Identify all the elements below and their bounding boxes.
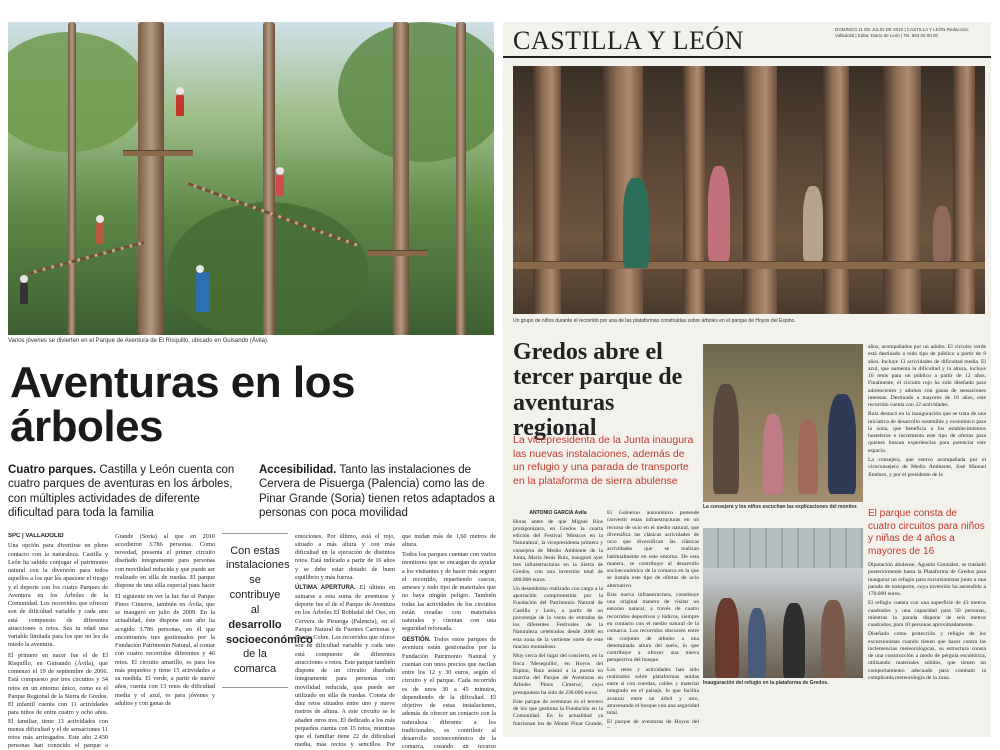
person-figure — [20, 282, 28, 304]
paragraph: Todos los parques cuentan con varios monitores que se encargan de ayudar a los visitantes y de hacer más seguro el recorrido, repartiendo cascos, arneses y todo tipo de materiales que no haya ningún peligro. También todas las actividades de los circuitos están creadas con materiales naturales y cuentan con una seguridad reforzada. — [402, 551, 496, 633]
person-figure — [196, 272, 210, 312]
tree-trunk — [456, 22, 466, 335]
person-figure — [821, 600, 845, 678]
pullquote-column — [222, 533, 313, 750]
pergola-roof — [703, 528, 863, 568]
article-column-4 — [402, 533, 496, 750]
paragraph — [295, 584, 395, 750]
photo-caption: Varios jóvenes se divierten en el Parque de Aventura de El Risquillo, ubicado en Guisando (Ávila). — [8, 338, 269, 344]
paragraph: Diseñado como protección y refugio de los excursionistas cuando tienen que hacer contra las inclemencias meteorológicas, su estructura consta de una construcción a modo de pérgola escultórica, utilizando materiales sólidos, que tienen un comportamiento adecuado para combatir la complicada meteorología de la zona. — [868, 631, 986, 681]
headline: Aventuras en los árboles — [10, 358, 355, 451]
paragraph: El siguiente en ver la luz fue el Parque Pinos Cimeros, también en Ávila, que se inauguró en julio de 2009. En la actualidad, éste dispone este año ha acogido 3.786 personas, en él que encontramos tres gestionados por la Fundación Patrimonio Natural, al contar con cuatro recorridos diferentes y 46 retos. El circuito amarillo, es para los más pequeños y tiene 15 actividades a su medida. El verde, a partir de nueve años, cuenta con 13 retos de dificultad media y el azul, es para jóvenes y adultos y con ganas de — [115, 592, 215, 707]
paragraph: que midan más de 1,60 metros de altura. — [402, 532, 496, 548]
tree-trunk — [533, 66, 561, 314]
article-column-4 — [868, 562, 986, 730]
person-figure — [783, 603, 805, 678]
column-text-top — [115, 533, 215, 591]
child-figure — [708, 166, 730, 261]
paragraph: Esta nueva infraestructura, constituye una original manera de visitar un entorno natural, a través de cuatro recorridos deportivos y lúdicos, siempre en contacto con el medio natural de la comarca. Los recorridos discurren entre un conjunto de árboles a una determinada altura del suelo, lo que contribuye a ofrecer una nueva perspectiva del bosque. — [607, 591, 699, 664]
paragraph: Este parque de aventuras es el tercero de los que gestiona la Fundación en la Comunidad. En la actualidad ya funcionan los de Monte Pinar Grande, — [513, 698, 603, 727]
paragraph: emociones. Por último, está el rojo, situado a más altura y con más dificultad en la ejecución de distintos retos. Está indicado a partir de 16 años y se debe estar dotado de buen equilibrio y más fuerza. — [295, 532, 395, 581]
pullquote — [222, 533, 313, 689]
right-newspaper-page — [503, 22, 991, 737]
tree-trunk — [743, 66, 777, 314]
article-column-2 — [115, 533, 215, 750]
child-figure — [623, 178, 649, 268]
person-figure — [176, 94, 184, 116]
tree-trunk — [138, 22, 164, 335]
subhead-text: Tanto las instalaciones de Cervera de Pisuerga (Palencia) como las de Pinar Grande (Soria) tienen retos adaptados a personas con poca movilidad — [259, 464, 495, 520]
tree-trunk — [263, 22, 275, 335]
masthead-meta: DOMINGO 11 DE JULIO DE 2010 | CASTILLA Y LEÓN Redacción: Valladolid | Edita: Diario de León | Tel. 983 00 00 00 — [835, 27, 970, 38]
inline-heading: GESTIÓN. — [402, 636, 431, 643]
pullquote-text: Con estas instalaciones se contribuye al — [226, 544, 290, 616]
paragraph-text: Todos estos parques de aventura están gestionados por la Fundación Patrimonio Natural y cuentan con unos precios que oscilan entre los 12 y 30 euros, según el circuito y el parque. Cada recorrido es de unos 30 a 45 minutos, dependiendo de la dificultad. El objetivo de estas instalaciones, además de ofrecer un contacto con la naturaleza diferente a los tradicionales, es contribuir al desarrollo socioeconómico de la comarca, creando un recurso — [402, 635, 496, 750]
rope-bridge — [28, 241, 145, 275]
article-columns — [8, 533, 496, 750]
left-newspaper-page — [8, 22, 496, 750]
dateline: SPC | VALLADOLID — [8, 532, 64, 539]
pull-quote: El parque consta de cuatro circuitos para niños y niñas de 4 años a mayores de 16 — [868, 508, 985, 557]
person-figure — [715, 598, 739, 678]
section-header — [503, 22, 991, 58]
person-figure — [763, 414, 783, 494]
person-figure — [276, 174, 284, 196]
tree-platform — [513, 261, 985, 269]
person-figure — [713, 384, 739, 494]
paragraph: Grande (Soria) al que en 2010 accedieron 3.786 personas. Como novedad, presenta el primer circuito diseñado íntegramente para personas con movilidad reducida y que puede ser realizado en silla de ruedas. El parque dispone de una silla especial para hacer — [115, 532, 215, 589]
forest-platform-photo — [513, 66, 985, 314]
tree-trunk — [683, 66, 705, 314]
tree-trunk — [953, 66, 975, 314]
foliage — [338, 22, 494, 162]
subhead-text: Castilla y León cuenta con cuatro parques de aventuras en los árboles, con múltiples actividades de diferente dificultad para toda la familia — [8, 464, 235, 520]
refuge-inauguration-photo — [703, 528, 863, 678]
paragraph: La consejera, que estuvo acompañada por el viceconsejero de Medio Ambiente, José Manuel Jiménez, y por el presidente de la — [868, 456, 986, 478]
foliage — [8, 32, 148, 152]
subhead-parks — [8, 463, 245, 521]
paragraph: Una opción para divertirse en pleno contacto con la naturaleza. Castilla y León ha sabido conjugar el patrimonio natural con la diversión para todos aquellos a los que les apasione el riesgo y el deporte con los cuatro Parques de Aventura en los Árboles de la Comunidad. Los recorridos que ofrecen son de dificultad variable y cada uno está compuesto de diferentes atracciones o retos. Sea tu edad una variable limitada para los que no les da miedo la aventura. — [8, 542, 108, 649]
article-column-1 — [8, 533, 108, 750]
child-figure — [803, 186, 823, 261]
child-figure — [933, 206, 951, 261]
pullquote-bold: desarrollo socioeconómico — [226, 618, 313, 646]
subheads — [8, 463, 496, 521]
person-figure — [828, 394, 856, 494]
photo-caption: La consejera y los niños escuchan las explicaciones del monitor. — [703, 504, 858, 510]
article-column-2 — [607, 510, 699, 728]
tree-trunk — [68, 22, 76, 335]
photo-caption: Un grupo de niños durante el recorrido por una de las plataformas construidas sobre árboles en el parque de Hoyos del Espino. — [513, 318, 796, 324]
paragraph: Horas antes de que Miguel Ríos protagonizara, en Gredos la cuarta edición del Festival 'Músicos en la Naturaleza', la vicepresidenta primera y consejera de Medio Ambiente de la Junta, María Jesús Ruiz, inauguró ayer tres infraestructuras en la Sierra de Gredos, con una inversión total de 400.000 euros. — [513, 518, 603, 583]
pullquote-text: de la comarca — [233, 648, 277, 676]
paragraph: Los retos y actividades han sido realizados sobre plataformas unidas entre sí con cuerdas, cables y material integrado en el paisaje, lo que facilita avanzar entre un árbol y otro, atravesando el bosque con una seguridad total. — [607, 666, 699, 717]
inline-heading: ÚLTIMA APERTURA. — [295, 585, 356, 591]
subhead-lead: Accesibilidad. — [259, 464, 337, 476]
paragraph-text: El último en sumarse a esta suma de aventuras y deporte fue el de el Parque de Aventura en los Árboles El Robledal del Oso, en Cervera de Pisuerga (Palencia), en el Parque Natural de Fuentes Carrionas y Fuente Cobre. Los recorridos que ofrece son de dificultad variable y cada uno está compuesto de diferentes atracciones o retos. Este parque también dispone de un circuito diseñado íntegramente para personas con movilidad reducida, que puede ser utilizado en silla de ruedas. Consta de diez retos situados entre uno y nueve metros de altura. A este circuito se le añaden otros tres. El dedicado a los más pequeños cuenta con 15 retos, mientras que el familiar tiene 22 de dificultad media, más rectos y sencillos. Por — [295, 584, 395, 749]
headline: Gredos abre el tercer parque de aventuras regional — [513, 339, 683, 442]
subhead-accessibility — [259, 463, 496, 521]
paragraph — [402, 636, 496, 750]
paragraph: El primero en nacer fue el de El Risquillo, en Guisando (Ávila), que comenzó el 19 de septiembre de 2006. Está compuesto por tres circuitos y 34 retos en un entorno único, como es el Parque Regional de la Sierra de Gredos. El infantil cuenta con 11 actividades para niños de entre cuatro y ocho años. El familiar, tiene 13 actividades con menos dificultad y el de sensaciones 11 retos más arriesgados. Este año 2.430 personas han conocido el parque a — [8, 651, 108, 750]
paragraph: Diputación abulense, Agustín González, se trasladó posteriormente hasta la Plataforma de Gredos para inaugurar un refugio para excursionistas junto a una parada de transporte, cuya inversión ha ascendido a 170.000 euros. — [868, 562, 986, 598]
paragraph: El parque de aventuras de Hoyos del — [607, 719, 699, 726]
subhead-lead: Cuatro parques. — [8, 464, 97, 476]
tree-platform — [368, 250, 428, 256]
article-column-1 — [513, 510, 603, 728]
paragraph: El Gobierno autonómico pretende convertir estas infraestructuras en un recurso de ocio en el medio natural, que diversifica las clásicas actividades de ocio que diversifican las clásicas actividades que se realizan habitualmente en este entorno. De esta manera, se contribuye al desarrollo socioeconómico de la comarca en la que se instala este tipo de ofertas de ocio alternativo. — [607, 510, 699, 589]
tree-trunk — [883, 66, 921, 314]
person-figure — [748, 608, 766, 678]
person-figure — [798, 419, 818, 494]
deck: La vicepresidenta de la Junta inaugura las nuevas instalaciones, además de un refugio y una parada de transporte en la plataforma de sierra abulense — [513, 434, 694, 487]
article-column-3 — [295, 533, 395, 750]
section-title: CASTILLA Y LEÓN — [513, 26, 744, 55]
tree-trunk — [393, 22, 409, 335]
paragraph: El refugio cuenta con una superficie de 43 metros cuadrados y una capacidad para 50 personas, mientras la parada dispone de seis metros cuadrados, para 10 personas aproximadamente. — [868, 600, 986, 629]
column-text-bottom — [115, 593, 215, 750]
tree-adventure-photo — [8, 22, 494, 335]
tree-trunk — [823, 66, 849, 314]
byline: ANTONIO GARCÍA Ávila — [529, 510, 587, 516]
tree-platform — [123, 150, 193, 156]
paragraph: Un desembolso realizado con cargo a la aportación comprometida por la Fundación del Patrimonio Natural de Castilla y León, a partir de un porcentaje de la venta de entradas de los diferentes Festivales de la Naturaleza celebrados desde 2006 en esta zona de la vertiente norte de este macizo montañoso. — [513, 585, 603, 651]
paragraph: Muy cerca del lugar del concierto, en la finca 'Meseguillo', en Hoyos del Espino, Ruiz asistió a la puesta en marcha del Parque de Aventuras en Árboles 'Pinos Cimeros', cuyo presupuesto ha sido de 230.000 euros. — [513, 653, 603, 696]
article-column-3 — [868, 344, 986, 504]
paragraph: Ruiz destacó en la inauguración que se trata de una iniciativa de desarrollo sostenible y económico para la zona, que beneficia a los establecimientos hosteleros e incrementa este tipo de ofertas para quienes buscan experiencias para potenciar este espacio. — [868, 411, 986, 454]
consejera-with-children-photo — [703, 344, 863, 502]
photo-caption: Inauguración del refugio en la plataforma de Gredos. — [703, 680, 829, 686]
paragraph: años, acompañados por un adulto. El circuito verde está destinado a todo tipo de público a partir de 8 años. Incluye 13 actividades de dificultad media. El azul, que aumenta la dificultad y la altura, incluye 16 retos para un público a partir de 12 años. Finalmente, el circuito rojo ha sido diseñado para adolescentes y adultos con ganas de sensaciones intensas. Destinado a mayores de 16 años, este recorrido cuenta con 22 actividades. — [868, 344, 986, 409]
person-figure — [96, 222, 104, 244]
